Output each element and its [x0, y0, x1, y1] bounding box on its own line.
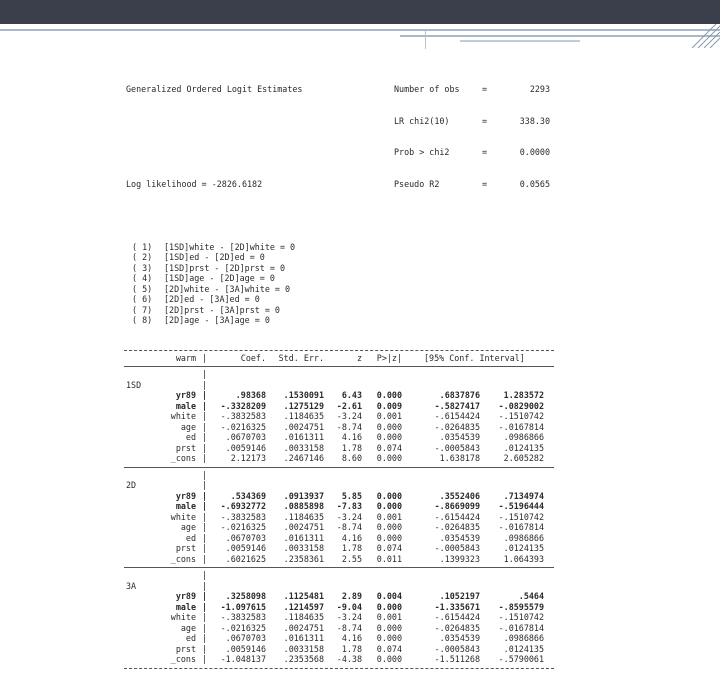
constraint-row: [124, 242, 564, 253]
p-value: 0.074: [376, 643, 402, 654]
ci-lower-value: 1.638178: [439, 453, 480, 463]
constraint-row: [124, 263, 564, 274]
p-value: 0.000: [376, 501, 402, 511]
table-row: [124, 633, 564, 644]
table-rule-line: [124, 366, 554, 367]
constraints-list: [124, 242, 564, 326]
constraint-text: [1SD]ed - [2D]ed = 0: [164, 252, 265, 262]
z-value: 1.78: [341, 543, 362, 553]
ci-upper-value: -.0167814: [498, 522, 544, 532]
ci-lower-value: -.5827417: [434, 400, 480, 411]
spacer: [124, 210, 564, 221]
z-value: -8.74: [336, 622, 362, 633]
log-likelihood-row: [124, 179, 564, 190]
ci-upper-value: 2.605282: [503, 453, 544, 463]
p-value: 0.000: [376, 490, 402, 501]
ci-lower-value: -.6154424: [434, 612, 480, 622]
p-value: 0.000: [376, 622, 402, 633]
z-value: 6.43: [341, 390, 362, 400]
table-rule-line: [124, 467, 554, 468]
constraint-row: [124, 273, 564, 284]
column-separator: |: [202, 369, 208, 379]
coefficient-table: [124, 347, 564, 671]
z-value: 4.16: [341, 432, 362, 442]
variable-name: yr89: [175, 390, 196, 400]
p-value: 0.000: [376, 390, 402, 400]
table-rule-line: [124, 350, 554, 351]
ci-lower-value: .0354539: [439, 633, 480, 643]
column-separator: |: [202, 580, 208, 591]
variable-name: age: [180, 522, 196, 532]
variable-name: ed: [185, 432, 196, 442]
constraint-row: [124, 305, 564, 316]
variable-name: yr89: [175, 591, 196, 601]
variable-name: prst: [175, 543, 196, 553]
stat-value: 338.30: [519, 115, 550, 126]
variable-name: age: [180, 622, 196, 633]
ci-upper-value: .0124135: [503, 643, 544, 654]
table-row: [124, 654, 564, 665]
p-value: 0.000: [376, 522, 402, 532]
constraint-number: ( 2): [132, 252, 153, 262]
table-row: [124, 644, 564, 655]
stderr-value: .0913937: [283, 490, 324, 501]
table-row: [124, 491, 564, 502]
column-separator: |: [202, 453, 208, 463]
ci-lower-value: -.0264835: [434, 421, 480, 432]
coef-value: 2.12173: [230, 453, 266, 463]
constraint-number: ( 1): [132, 241, 153, 252]
column-separator: |: [202, 601, 208, 612]
stderr-value: .2353568: [283, 654, 324, 664]
coef-value: -1.048137: [220, 654, 266, 664]
coef-value: -.3832583: [220, 511, 266, 522]
coef-value: -.3832583: [220, 612, 266, 622]
coef-value: .6021625: [225, 553, 266, 564]
table-row: [124, 623, 564, 634]
ci-lower-value: -.6154424: [434, 511, 480, 522]
variable-name: male: [175, 601, 196, 612]
column-separator: |: [202, 532, 208, 543]
table-row: [124, 554, 564, 565]
column-separator: |: [202, 612, 208, 622]
p-value: 0.000: [376, 601, 402, 612]
constraint-text: [2D]ed - [3A]ed = 0: [164, 294, 260, 304]
slide-top-bar: [0, 0, 720, 24]
column-separator: |: [202, 522, 208, 532]
constraint-text: [2D]white - [3A]white = 0: [164, 283, 291, 294]
column-separator: |: [202, 553, 208, 564]
decorative-tick: [425, 31, 426, 49]
z-value: -3.24: [336, 612, 362, 622]
coef-value: -.0216325: [220, 622, 266, 633]
table-row: [124, 501, 564, 512]
variable-name: male: [175, 501, 196, 511]
z-value: 2.55: [341, 553, 362, 564]
coef-value: .534369: [230, 490, 266, 501]
ci-upper-value: .0986866: [503, 532, 544, 543]
stat-eq: =: [482, 115, 488, 126]
stderr-value: .2467146: [283, 453, 324, 463]
stat-value: 2293: [529, 84, 550, 94]
column-separator: |: [202, 570, 208, 580]
z-value: 4.16: [341, 633, 362, 643]
column-separator: |: [202, 501, 208, 511]
column-separator: |: [202, 622, 208, 633]
p-value: 0.000: [376, 633, 402, 643]
column-separator: |: [202, 480, 208, 490]
coef-value: .3258098: [225, 591, 266, 601]
coef-value: .0059146: [225, 442, 266, 453]
p-value: 0.000: [376, 654, 402, 664]
ci-lower-value: -.0005843: [434, 442, 480, 453]
z-value: 4.16: [341, 532, 362, 543]
constraint-number: ( 4): [132, 273, 153, 283]
column-separator: |: [202, 400, 208, 411]
z-value: -7.83: [336, 501, 362, 511]
stderr-value: .0885898: [283, 501, 324, 511]
stderr-value: .1214597: [283, 601, 324, 612]
p-value: 0.074: [376, 543, 402, 553]
ci-lower-value: .0354539: [439, 532, 480, 543]
p-value: 0.001: [376, 612, 402, 622]
variable-name: _cons: [170, 453, 196, 463]
column-separator: |: [202, 421, 208, 432]
ci-lower-value: -.6154424: [434, 411, 480, 421]
equation-name: 1SD: [126, 379, 142, 390]
coef-value: .0059146: [225, 543, 266, 553]
variable-name: _cons: [170, 553, 196, 564]
table-row: [124, 543, 564, 554]
z-value: -4.38: [336, 654, 362, 664]
ci-lower-value: -1.335671: [434, 601, 480, 612]
stderr-value: .2358361: [283, 553, 324, 564]
ci-upper-value: -.1510742: [498, 612, 544, 622]
ci-upper-value: 1.283572: [503, 390, 544, 400]
stderr-value: .1184635: [283, 612, 324, 622]
p-value: 0.001: [376, 511, 402, 522]
table-row: [124, 612, 564, 623]
equation-name: 3A: [126, 580, 137, 591]
p-value: 0.000: [376, 421, 402, 432]
variable-name: ed: [185, 532, 196, 543]
table-row: [124, 422, 564, 433]
table-row: [124, 602, 564, 613]
variable-name: prst: [175, 442, 196, 453]
column-separator: |: [202, 442, 208, 453]
stderr-value: .0161311: [283, 532, 324, 543]
p-value: 0.009: [376, 400, 402, 411]
ci-upper-value: .0986866: [503, 432, 544, 442]
coef-value: -.6932772: [220, 501, 266, 511]
variable-name: ed: [185, 633, 196, 643]
z-value: -9.04: [336, 601, 362, 612]
p-value: 0.001: [376, 411, 402, 421]
column-separator: |: [202, 543, 208, 553]
ci-lower-value: -.0005843: [434, 543, 480, 553]
coef-value: -1.097615: [220, 601, 266, 612]
column-separator: |: [202, 643, 208, 654]
equation-separator-rule: [124, 665, 564, 671]
stderr-value: .1184635: [283, 411, 324, 421]
stderr-value: .0024751: [283, 622, 324, 633]
table-row: [124, 411, 564, 422]
column-separator: |: [202, 379, 208, 390]
table-row: [124, 443, 564, 454]
decorative-rule: [460, 40, 580, 42]
ci-upper-value: 1.064393: [503, 553, 544, 564]
stderr-value: .1530091: [283, 390, 324, 400]
column-separator: |: [202, 633, 208, 643]
stderr-value: .1184635: [283, 511, 324, 522]
p-header: P>|z|: [376, 352, 402, 363]
stderr-value: .0033158: [283, 442, 324, 453]
decorative-rule: [0, 29, 720, 31]
table-rule-line: [124, 668, 554, 669]
constraint-text: [1SD]white - [2D]white = 0: [164, 241, 296, 252]
stderr-value: .1125481: [283, 591, 324, 601]
ci-lower-value: -.8669099: [434, 501, 480, 511]
z-value: -2.61: [336, 400, 362, 411]
ci-upper-value: -.5790061: [498, 654, 544, 664]
constraint-number: ( 6): [132, 294, 153, 304]
p-value: 0.000: [376, 432, 402, 442]
ci-upper-value: -.0829002: [498, 400, 544, 411]
constraint-number: ( 7): [132, 304, 153, 315]
ci-upper-value: -.1510742: [498, 511, 544, 522]
column-separator: |: [202, 511, 208, 522]
p-value: 0.074: [376, 442, 402, 453]
z-header: z: [356, 352, 362, 363]
table-row: [124, 522, 564, 533]
z-value: -3.24: [336, 411, 362, 421]
coef-value: -.3832583: [220, 411, 266, 421]
constraint-row: [124, 252, 564, 263]
table-row: [124, 401, 564, 412]
column-separator: |: [202, 432, 208, 442]
column-separator: |: [202, 654, 208, 664]
column-separator: |: [202, 469, 208, 480]
coef-value: .0059146: [225, 643, 266, 654]
ci-upper-value: -.0167814: [498, 421, 544, 432]
stderr-value: .0161311: [283, 432, 324, 442]
z-value: 1.78: [341, 643, 362, 654]
ci-lower-value: .1399323: [439, 553, 480, 564]
z-value: 2.89: [341, 591, 362, 601]
ci-lower-value: .0354539: [439, 432, 480, 442]
z-value: -3.24: [336, 511, 362, 522]
stat-eq: =: [482, 147, 488, 157]
table-row: [124, 432, 564, 443]
stderr-value: .0024751: [283, 421, 324, 432]
variable-name: age: [180, 421, 196, 432]
coef-value: -.0216325: [220, 522, 266, 532]
constraint-row: [124, 294, 564, 305]
z-value: 1.78: [341, 442, 362, 453]
stat-row: [124, 116, 564, 127]
ci-lower-value: -1.511268: [434, 654, 480, 664]
coef-value: .98368: [235, 390, 266, 400]
equation-name-row: [124, 380, 564, 391]
variable-name: prst: [175, 643, 196, 654]
ci-lower-value: -.0005843: [434, 643, 480, 654]
corner-hatch-decoration: [688, 24, 720, 48]
stata-output: [124, 63, 564, 681]
ci-upper-value: -.8595579: [498, 601, 544, 612]
column-separator: |: [202, 352, 208, 363]
stat-label: Pseudo R2: [394, 178, 440, 189]
stat-value: 0.0565: [519, 178, 550, 189]
stderr-value: .0033158: [283, 543, 324, 553]
stat-label: Prob > chi2: [394, 147, 450, 157]
ci-upper-value: .7134974: [503, 490, 544, 501]
stat-eq: =: [482, 84, 488, 94]
stat-value: 0.0000: [519, 147, 550, 157]
z-value: 8.60: [341, 453, 362, 463]
output-title: Generalized Ordered Logit Estimates: [126, 84, 303, 94]
spacer-row: [124, 470, 564, 481]
ci-upper-value: .0986866: [503, 633, 544, 643]
decorative-rule: [400, 35, 720, 37]
constraint-row: [124, 315, 564, 326]
stat-eq: =: [482, 178, 488, 189]
ci-upper-value: -.0167814: [498, 622, 544, 633]
p-value: 0.000: [376, 453, 402, 463]
constraint-text: [1SD]prst - [2D]prst = 0: [164, 262, 286, 273]
coef-value: -.3328209: [220, 400, 266, 411]
table-row: [124, 453, 564, 464]
table-row: [124, 591, 564, 602]
constraint-number: ( 3): [132, 262, 153, 273]
equation-name-row: [124, 480, 564, 491]
depvar-header: warm: [175, 352, 196, 363]
stderr-value: .1275129: [283, 400, 324, 411]
spacer-row: [124, 570, 564, 581]
constraint-text: [1SD]age - [2D]age = 0: [164, 273, 275, 283]
ci-upper-value: -.5196444: [498, 501, 544, 511]
variable-name: white: [170, 411, 196, 421]
stderr-value: .0033158: [283, 643, 324, 654]
variable-name: white: [170, 612, 196, 622]
ci-upper-value: -.1510742: [498, 411, 544, 421]
stat-label: LR chi2(10): [394, 115, 450, 126]
stderr-value: .0024751: [283, 522, 324, 532]
variable-name: yr89: [175, 490, 196, 501]
ci-lower-value: -.0264835: [434, 622, 480, 633]
table-row: [124, 512, 564, 523]
coef-value: .0670703: [225, 532, 266, 543]
constraint-text: [2D]age - [3A]age = 0: [164, 315, 270, 325]
ci-upper-value: .0124135: [503, 543, 544, 553]
constraint-row: [124, 284, 564, 295]
column-separator: |: [202, 411, 208, 421]
spacer-row: [124, 369, 564, 380]
variable-name: _cons: [170, 654, 196, 664]
ci-upper-value: .5464: [518, 591, 544, 601]
constraint-number: ( 8): [132, 315, 153, 325]
ci-header: [95% Conf. Interval]: [424, 352, 525, 363]
z-value: 5.85: [341, 490, 362, 501]
table-header-row: [124, 353, 564, 364]
coef-value: .0670703: [225, 633, 266, 643]
column-separator: |: [202, 591, 208, 601]
equation-name: 2D: [126, 480, 137, 490]
ci-lower-value: .1052197: [439, 591, 480, 601]
constraint-number: ( 5): [132, 283, 153, 294]
variable-name: white: [170, 511, 196, 522]
coef-value: -.0216325: [220, 421, 266, 432]
log-likelihood: Log likelihood = -2826.6182: [126, 178, 263, 189]
variable-name: male: [175, 400, 196, 411]
stat-label: Number of obs: [394, 84, 460, 94]
ci-lower-value: .6837876: [439, 390, 480, 400]
table-rule-line: [124, 567, 554, 568]
stderr-header: Std. Err.: [278, 352, 324, 363]
p-value: 0.000: [376, 532, 402, 543]
stderr-value: .0161311: [283, 633, 324, 643]
p-value: 0.004: [376, 591, 402, 601]
coef-header: Coef.: [240, 352, 266, 363]
equation-name-row: [124, 581, 564, 592]
z-value: -8.74: [336, 522, 362, 532]
column-separator: |: [202, 390, 208, 400]
ci-upper-value: .0124135: [503, 442, 544, 453]
ci-lower-value: .3552406: [439, 490, 480, 501]
z-value: -8.74: [336, 421, 362, 432]
table-row: [124, 390, 564, 401]
constraint-text: [2D]prst - [3A]prst = 0: [164, 304, 280, 315]
table-row: [124, 533, 564, 544]
p-value: 0.011: [376, 553, 402, 564]
stat-row: [124, 147, 564, 158]
column-separator: |: [202, 490, 208, 501]
ci-lower-value: -.0264835: [434, 522, 480, 532]
coef-value: .0670703: [225, 432, 266, 442]
output-title-row: [124, 84, 564, 95]
